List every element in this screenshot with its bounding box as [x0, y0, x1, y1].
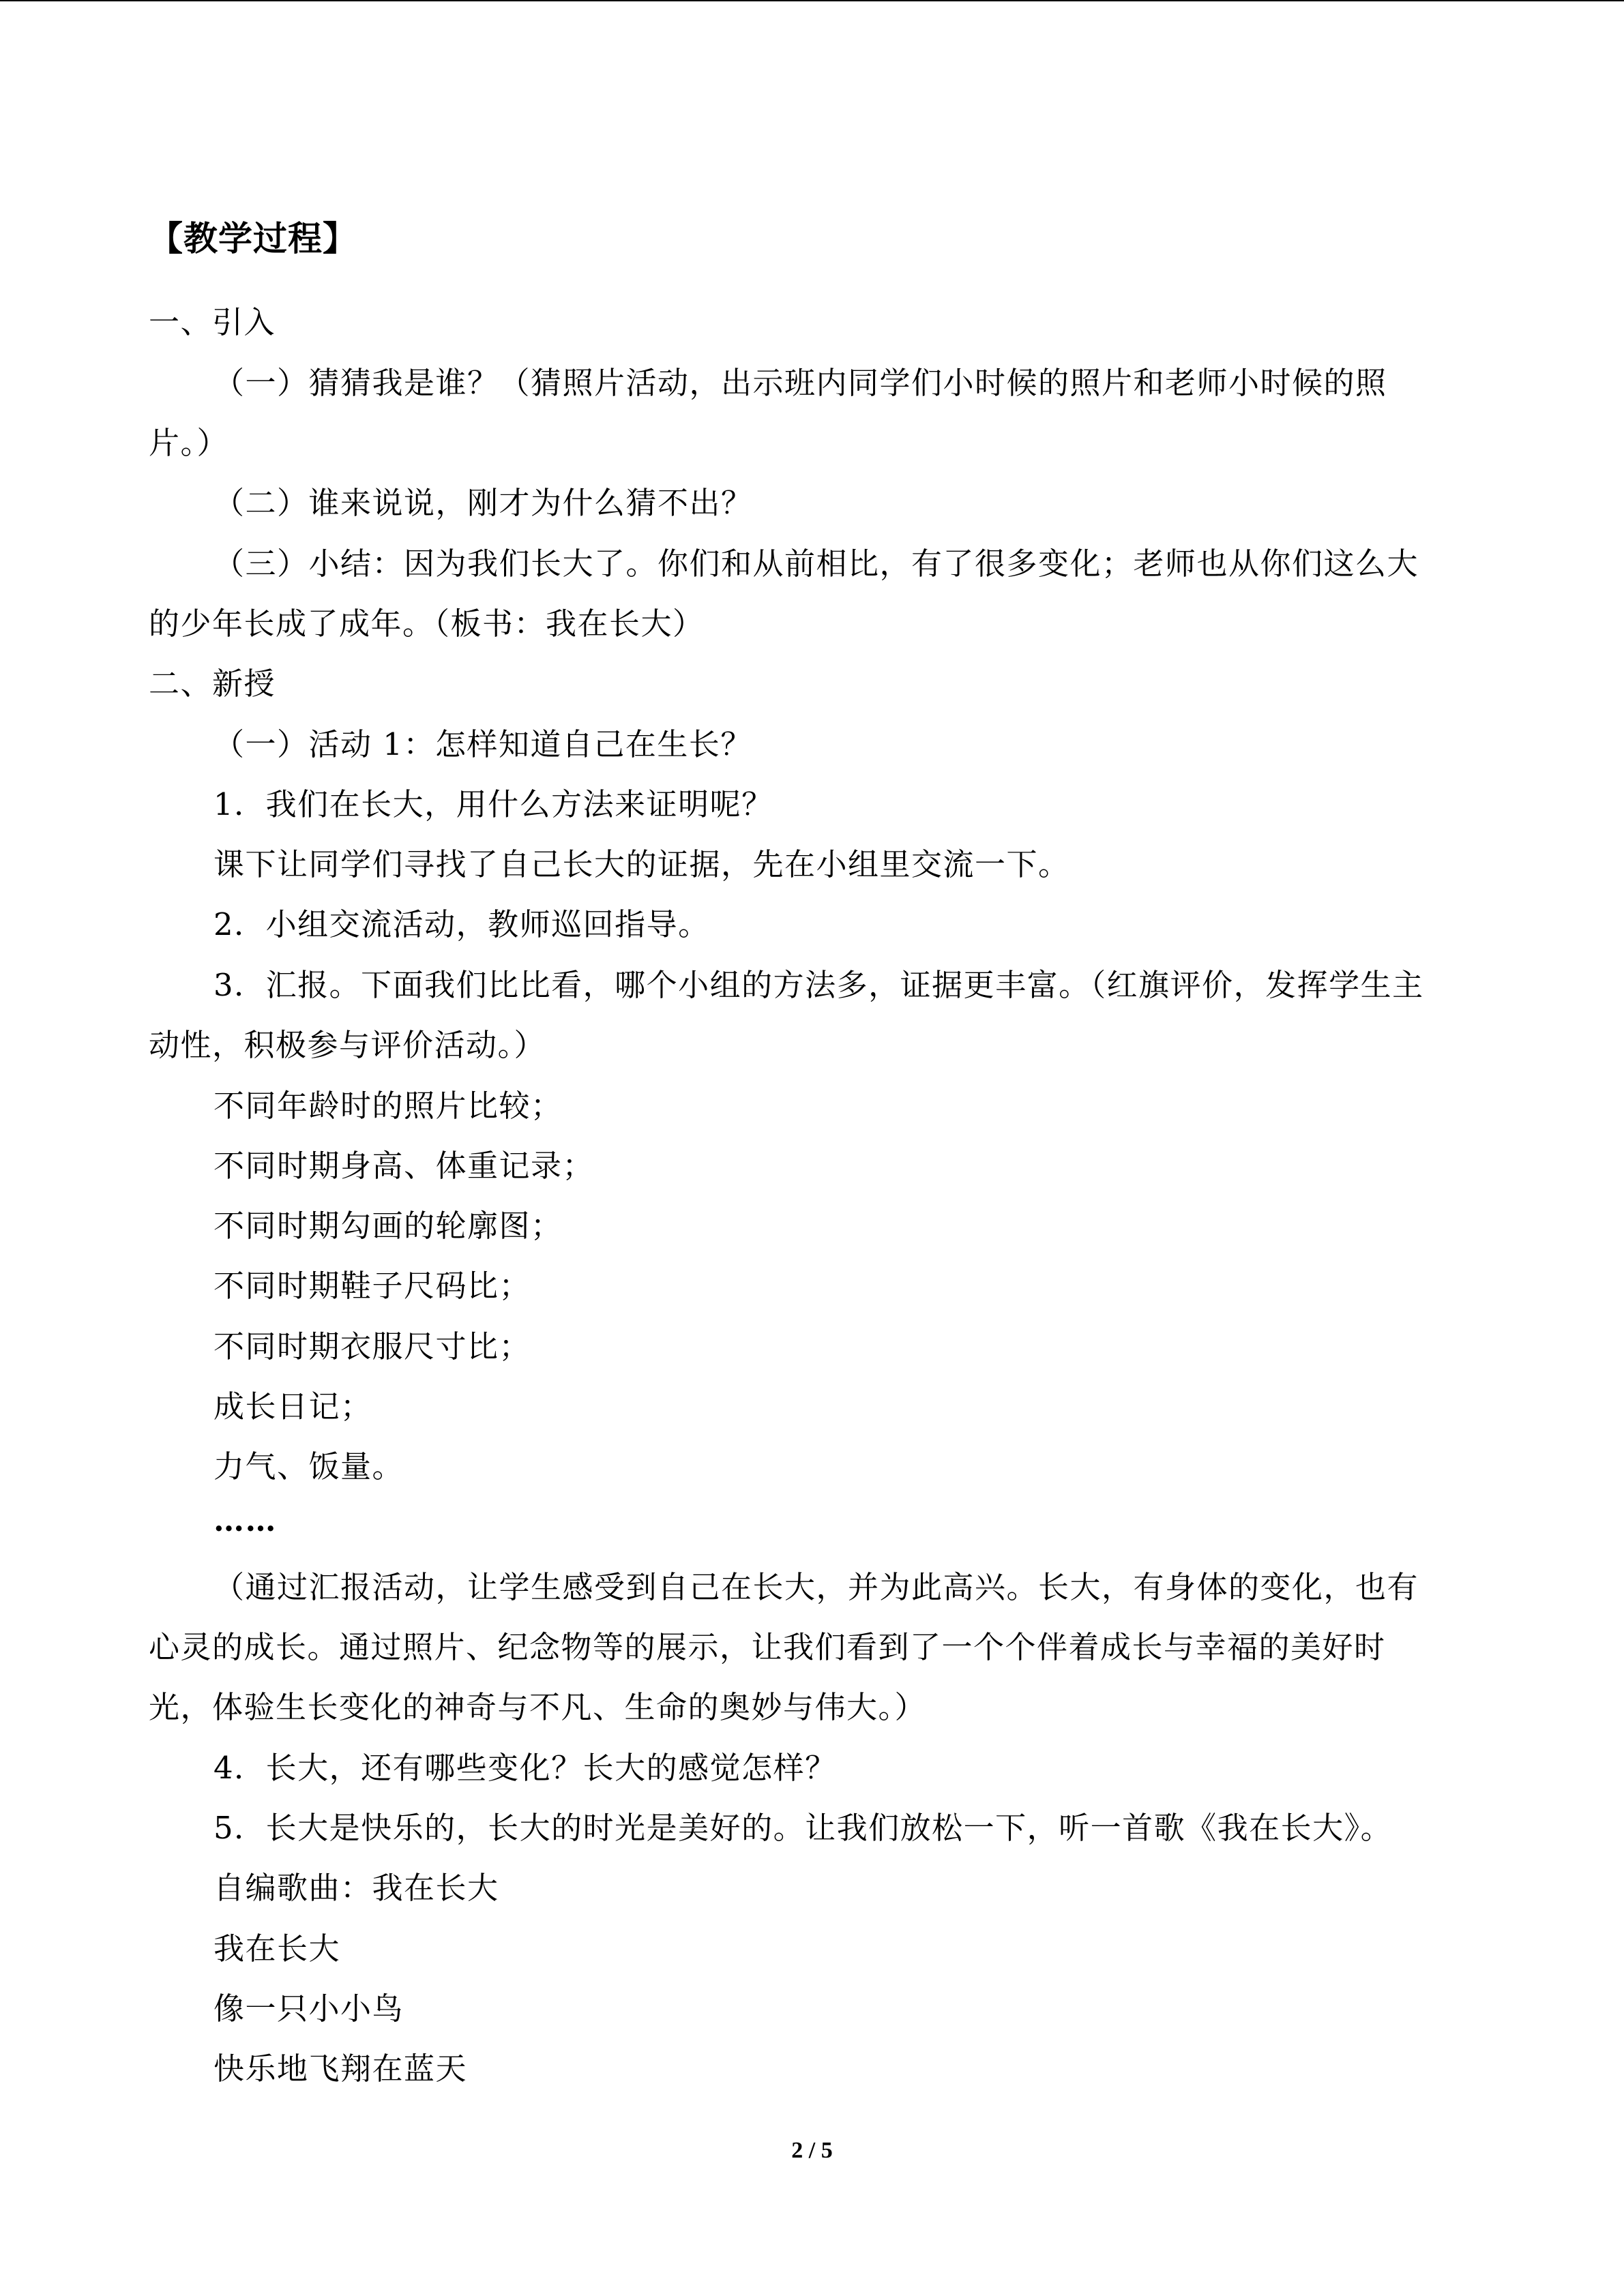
step-1: 1．我们在长大，用什么方法来证明呢？ — [213, 786, 773, 822]
page-number: 2 / 5 — [791, 2138, 833, 2163]
evidence-ellipsis: …… — [213, 1502, 277, 1538]
evidence-item: 不同时期勾画的轮廓图； — [213, 1208, 563, 1244]
step-3: 3．汇报。下面我们比比看，哪个小组的方法多，证据更丰富。（红旗评价，发挥学生主 — [213, 967, 1424, 1003]
step-1-note: 课下让同学们寻找了自己长大的证据，先在小组里交流一下。 — [213, 846, 1070, 882]
song-line: 我在长大 — [213, 1930, 341, 1967]
step-5: 5．长大是快乐的，长大的时光是美好的。让我们放松一下，听一首歌《我在长大》。 — [213, 1810, 1393, 1846]
song-line: 快乐地飞翔在蓝天 — [213, 2051, 468, 2087]
intro-paragraph-2: （二）谁来说说，刚才为什么猜不出？ — [213, 485, 753, 521]
intro-paragraph-1-cont: 片。） — [149, 425, 229, 461]
summary-paragraph-cont-2: 光，体验生长变化的神奇与不凡、生命的奥妙与伟大。） — [149, 1689, 927, 1725]
song-line: 自编歌曲：我在长大 — [213, 1870, 499, 1906]
evidence-item: 不同时期身高、体重记录； — [213, 1148, 595, 1184]
evidence-item: 不同时期鞋子尺码比； — [213, 1268, 531, 1304]
activity-1-title: （一）活动 1：怎样知道自己在生长？ — [213, 726, 752, 762]
evidence-item: 力气、饭量。 — [213, 1448, 404, 1485]
evidence-item: 成长日记； — [213, 1388, 372, 1425]
intro-title: 一、引入 — [149, 304, 276, 340]
evidence-item: 不同时期衣服尺寸比； — [213, 1328, 531, 1365]
section-heading: 【教学过程】 — [149, 219, 357, 258]
song-line: 像一只小小鸟 — [213, 1991, 404, 2027]
intro-paragraph-1: （一）猜猜我是谁？（猜照片活动，出示班内同学们小时候的照片和老师小时候的照 — [213, 365, 1387, 401]
new-lesson-title: 二、新授 — [149, 666, 276, 702]
step-3-cont: 动性，积极参与评价活动。） — [149, 1027, 546, 1063]
intro-paragraph-3-cont: 的少年长成了成年。（板书：我在长大） — [149, 606, 705, 642]
step-2: 2．小组交流活动，教师巡回指导。 — [213, 906, 710, 942]
step-4: 4．长大，还有哪些变化？长大的感觉怎样？ — [213, 1750, 837, 1786]
evidence-item: 不同年龄时的照片比较； — [213, 1088, 563, 1124]
intro-paragraph-3: （三）小结：因为我们长大了。你们和从前相比，有了很多变化；老师也从你们这么大 — [213, 546, 1419, 582]
summary-paragraph: （通过汇报活动，让学生感受到自己在长大，并为此高兴。长大，有身体的变化，也有 — [213, 1569, 1419, 1605]
summary-paragraph-cont-1: 心灵的成长。通过照片、纪念物等的展示，让我们看到了一个个伴着成长与幸福的美好时 — [149, 1629, 1386, 1665]
